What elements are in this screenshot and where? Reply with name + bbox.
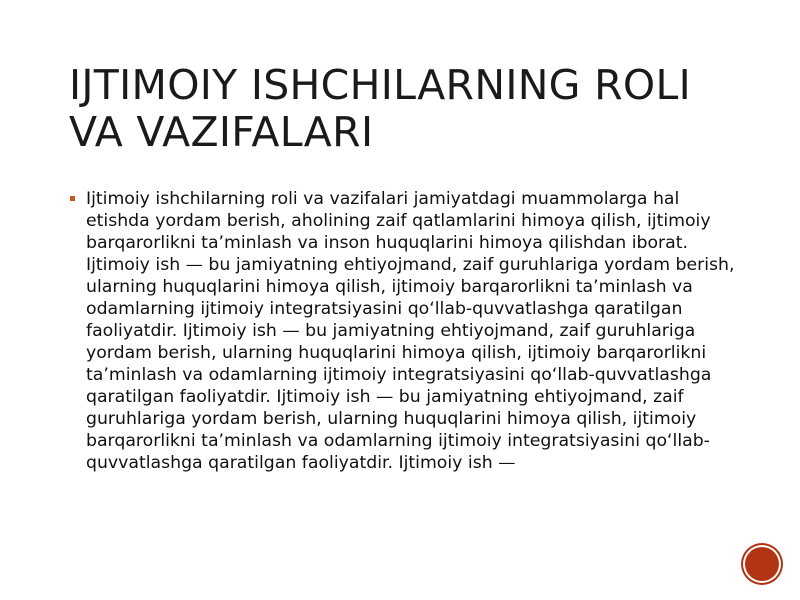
square-bullet-icon <box>70 196 75 201</box>
bullet-item <box>70 188 738 474</box>
slide-title: IJTIMOIY ISHCHILARNING ROLI VA VAZIFALARI <box>69 61 691 156</box>
bullet-text: Ijtimoiy ishchilarning roli va vazifalari jamiyatdagi muammolarga hal etishda yordam berish, aholining zaif qatlamlarini himoya qilish, ijtimoiy barqarorlikni ta’minlash va inson huquqlarini himoya qilishdan iborat. Ijtimoiy ish — bu jamiyatning ehtiyojmand, zaif guruhlariga yordam berish, ularning huquqlarini himoya qilish, ijtimoiy barqarorlikni ta’minlash va odamlarning ijtimoiy integratsiyasini qo‘llab-quvvatlashga qaratilgan faoliyatdir. Ijtimoiy ish — bu jamiyatning ehtiyojmand, zaif guruhlariga yordam berish, ularning huquqlarini himoya qilish, ijtimoiy barqarorlikni ta’minlash va odamlarning ijtimoiy integratsiyasini qo‘llab-quvvatlashga qaratilgan faoliyatdir. Ijtimoiy ish — bu jamiyatning ehtiyojmand, zaif guruhlariga yordam berish, ularning huquqlarini himoya qilish, ijtimoiy barqarorlikni ta’minlash va odamlarning ijtimoiy integratsiyasini qo‘llab-quvvatlashga qaratilgan faoliyatdir. Ijtimoiy ish — <box>86 189 735 473</box>
circle-nav-button-icon[interactable] <box>745 547 779 581</box>
bullet-list <box>70 188 738 474</box>
